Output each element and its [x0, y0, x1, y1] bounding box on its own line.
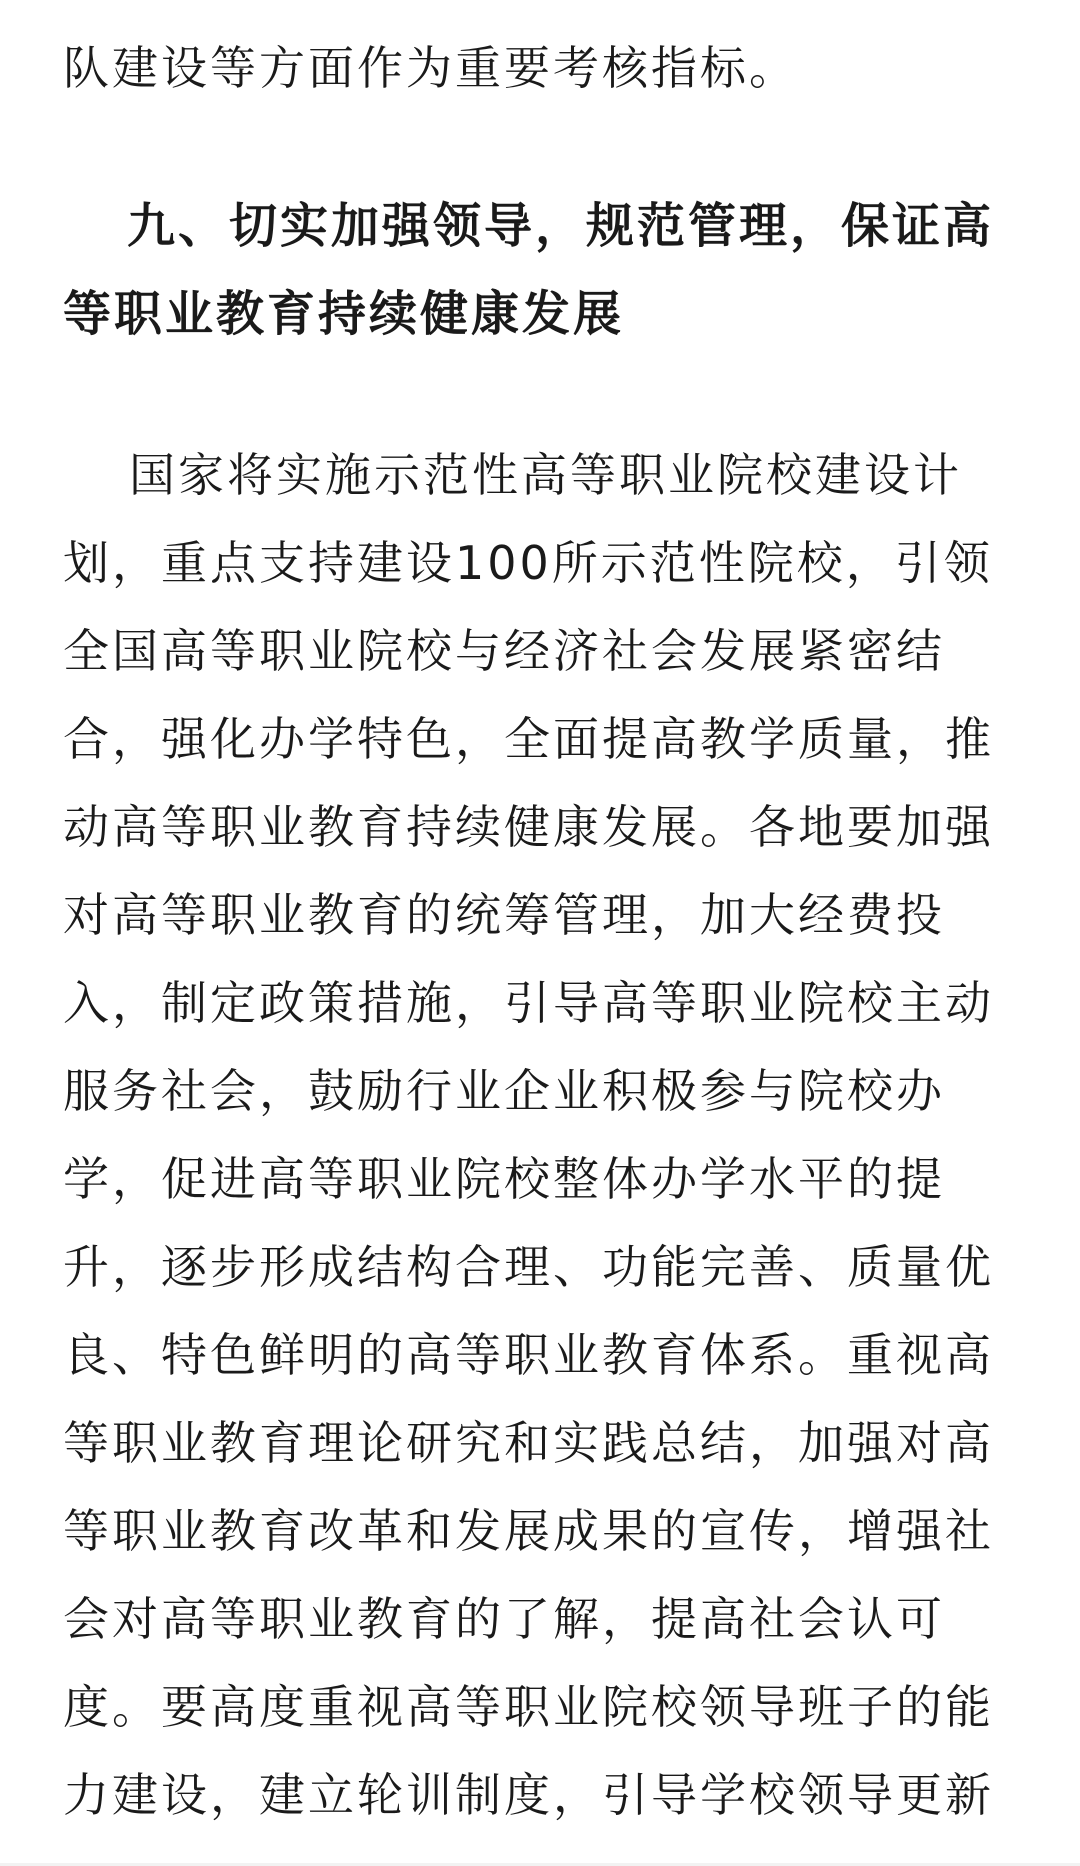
text-line: 学，促进高等职业院校整体办学水平的提 [63, 1152, 945, 1206]
text-line: 动高等职业教育持续健康发展。各地要加强 [63, 800, 994, 854]
text-line: 国家将实施示范性高等职业院校建设计 [129, 448, 962, 502]
text-line: 等职业教育理论研究和实践总结，加强对高 [63, 1416, 994, 1470]
text-line: 入，制定政策措施，引导高等职业院校主动 [63, 976, 994, 1030]
heading-line: 九、切实加强领导，规范管理，保证高 [127, 198, 995, 254]
text-line: 服务社会，鼓励行业企业积极参与院校办 [63, 1064, 945, 1118]
text-line: 划，重点支持建设100所示范性院校，引领 [63, 536, 993, 590]
text-line: 队建设等方面作为重要考核指标。 [63, 41, 798, 95]
text-line: 力建设，建立轮训制度，引导学校领导更新 [63, 1768, 994, 1822]
body-paragraph [63, 431, 994, 1839]
text-line: 度。要高度重视高等职业院校领导班子的能 [63, 1680, 994, 1734]
text-line: 会对高等职业教育的了解，提高社会认可 [63, 1592, 945, 1646]
text-line: 合，强化办学特色，全面提高教学质量，推 [63, 712, 994, 766]
previous-paragraph-tail [63, 24, 798, 112]
text-line: 等职业教育改革和发展成果的宣传，增强社 [63, 1504, 994, 1558]
section-heading [63, 182, 994, 358]
text-line: 全国高等职业院校与经济社会发展紧密结 [63, 624, 945, 678]
text-line: 对高等职业教育的统筹管理，加大经费投 [63, 888, 945, 942]
text-line: 升，逐步形成结构合理、功能完善、质量优 [63, 1240, 994, 1294]
heading-line: 等职业教育持续健康发展 [63, 286, 625, 342]
text-line: 良、特色鲜明的高等职业教育体系。重视高 [63, 1328, 994, 1382]
